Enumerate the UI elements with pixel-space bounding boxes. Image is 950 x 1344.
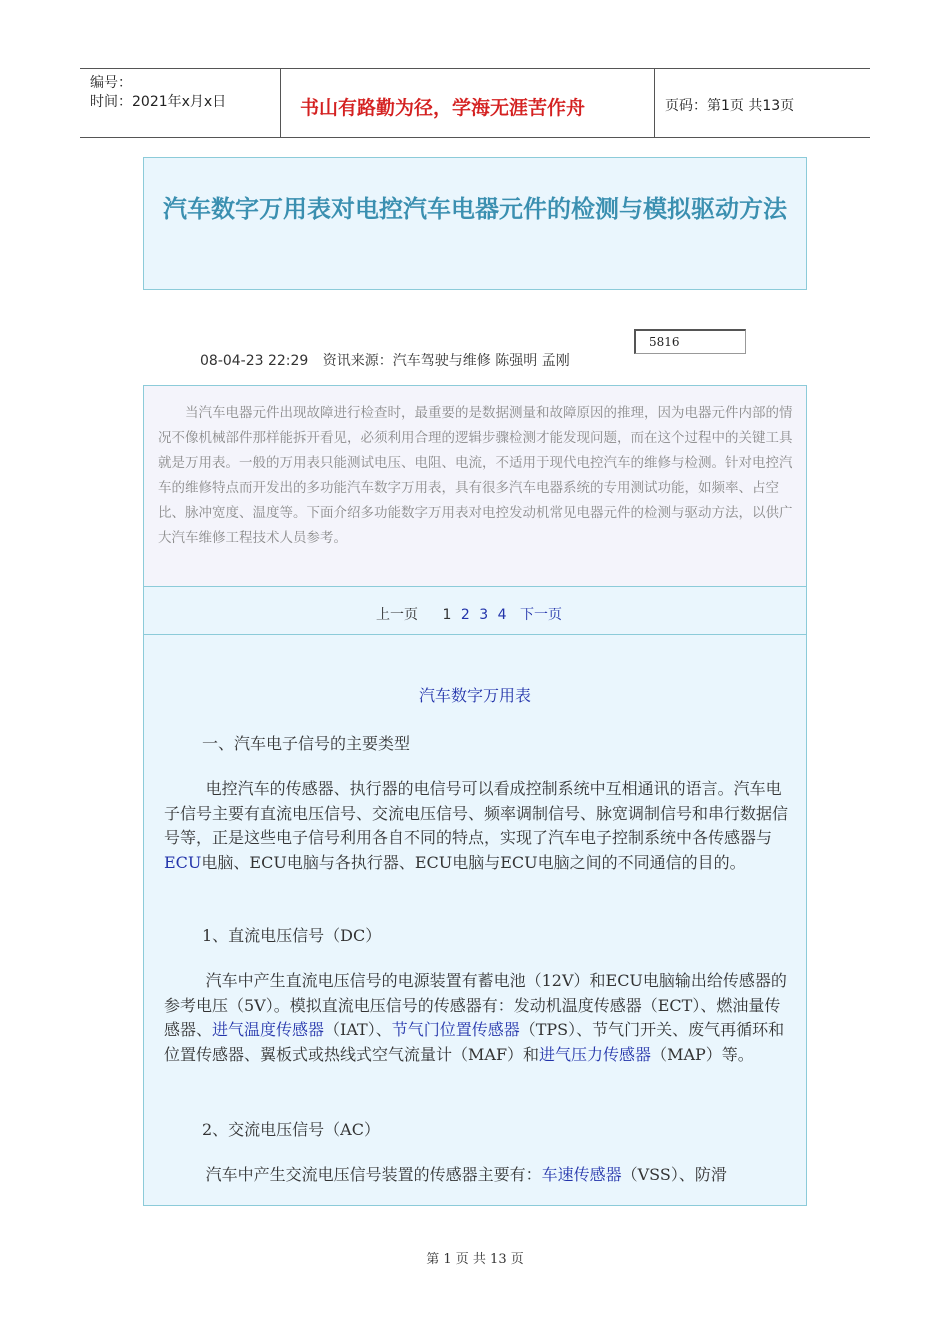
pagination-bar	[143, 586, 807, 636]
article-source: 资讯来源：汽车驾驶与维修 陈强明 孟刚	[322, 353, 570, 369]
paragraph-ac	[164, 1163, 794, 1188]
paragraph-dc-text-d: （MAP）等。	[651, 1044, 754, 1064]
intake-temp-sensor-link[interactable]: 进气温度传感器	[212, 1020, 325, 1039]
page-link-3[interactable]: 3	[479, 607, 489, 623]
throttle-position-sensor-link[interactable]: 节气门位置传感器	[391, 1020, 520, 1039]
intake-pressure-sensor-link[interactable]: 进气压力传感器	[539, 1044, 652, 1064]
article-meta	[200, 350, 570, 370]
paragraph-ac-text-b: （VSS）、防滑	[621, 1165, 727, 1184]
paragraph-dc-text-c: （TPS）、节气门开关、废气再循环和位置传感器、翼板式或热线式空气流量计（MAF）和	[164, 1020, 785, 1064]
article-datetime: 08-04-23 22:29	[200, 353, 309, 369]
paragraph-intro	[164, 777, 794, 875]
heading-signal-types: 一、汽车电子信号的主要类型	[202, 734, 411, 753]
view-count-box: 5816	[634, 329, 746, 354]
page-link-2[interactable]: 2	[460, 607, 470, 623]
header-motto: 书山有路勤为径，学海无涯苦作舟	[300, 97, 586, 119]
heading-dc-signal: 1、直流电压信号（DC）	[202, 926, 382, 945]
prev-page-link[interactable]: 上一页	[376, 607, 418, 623]
paragraph-dc-text-a: 汽车中产生直流电压信号的电源装置有蓄电池（12V）和ECU电脑输出给传感器的参考电压（5V）。模拟直流电压信号的传感器有：发动机温度传感器（ECT）、燃油量传感器、	[164, 971, 787, 1039]
header-left-cell	[80, 69, 281, 137]
content-box	[143, 634, 807, 1206]
paragraph-intro-text-b: 电脑、ECU电脑与各执行器、ECU电脑与ECU电脑之间的不同通信的目的。	[201, 852, 746, 872]
title-box	[143, 157, 807, 290]
page-link-1[interactable]: 1	[442, 607, 452, 623]
abstract-text: 当汽车电器元件出现故障进行检查时，最重要的是数据测量和故障原因的推理，因为电器元件内部的情况不像机械部件那样能拆开看见，必须利用合理的逻辑步骤检测才能发现问题，而在这个过程中的关键工具就是万用表。一般的万用表只能测试电压、电阻、电流，不适用于现代电控汽车的维修与检测。针对电控汽车的维修特点而开发出的多功能汽车数字万用表，具有很多汽车电器系统的专用测试功能，如频率、占空比、脉冲宽度、温度等。下面介绍多功能数字万用表对电控发动机常见电器元件的检测与驱动方法，以供广大汽车维修工程技术人员参考。	[158, 405, 793, 546]
header-right-cell	[654, 69, 871, 137]
document-header	[80, 68, 870, 138]
article-title: 汽车数字万用表对电控汽车电器元件的检测与模拟驱动方法	[163, 195, 787, 223]
paragraph-dc-text-b: （IAT）、	[324, 1020, 392, 1039]
heading-ac-signal: 2、交流电压信号（AC）	[202, 1120, 380, 1139]
document-date-label: 时间：2021年x月x日	[90, 94, 227, 110]
ecu-link[interactable]: ECU	[164, 852, 202, 872]
page-footer: 第 1 页 共 13 页	[426, 1252, 524, 1267]
header-page-label: 页码：第1页 共13页	[665, 98, 795, 114]
speed-sensor-link[interactable]: 车速传感器	[541, 1165, 622, 1184]
section-title: 汽车数字万用表	[418, 686, 531, 705]
page-link-4[interactable]: 4	[497, 607, 507, 623]
paragraph-intro-text-a: 电控汽车的传感器、执行器的电信号可以看成控制系统中互相通讯的语言。汽车电子信号主要有直流电压信号、交流电压信号、频率调制信号、脉宽调制信号和串行数据信号等，正是这些电子信号利用各自不同的特点，实现了汽车电子控制系统中各传感器与	[164, 779, 789, 847]
next-page-link[interactable]: 下一页	[519, 607, 562, 623]
document-number-label: 编号：	[90, 75, 132, 91]
paragraph-ac-text-a: 汽车中产生交流电压信号装置的传感器主要有：	[205, 1165, 542, 1184]
abstract-box	[143, 385, 807, 587]
paragraph-dc	[164, 969, 794, 1067]
